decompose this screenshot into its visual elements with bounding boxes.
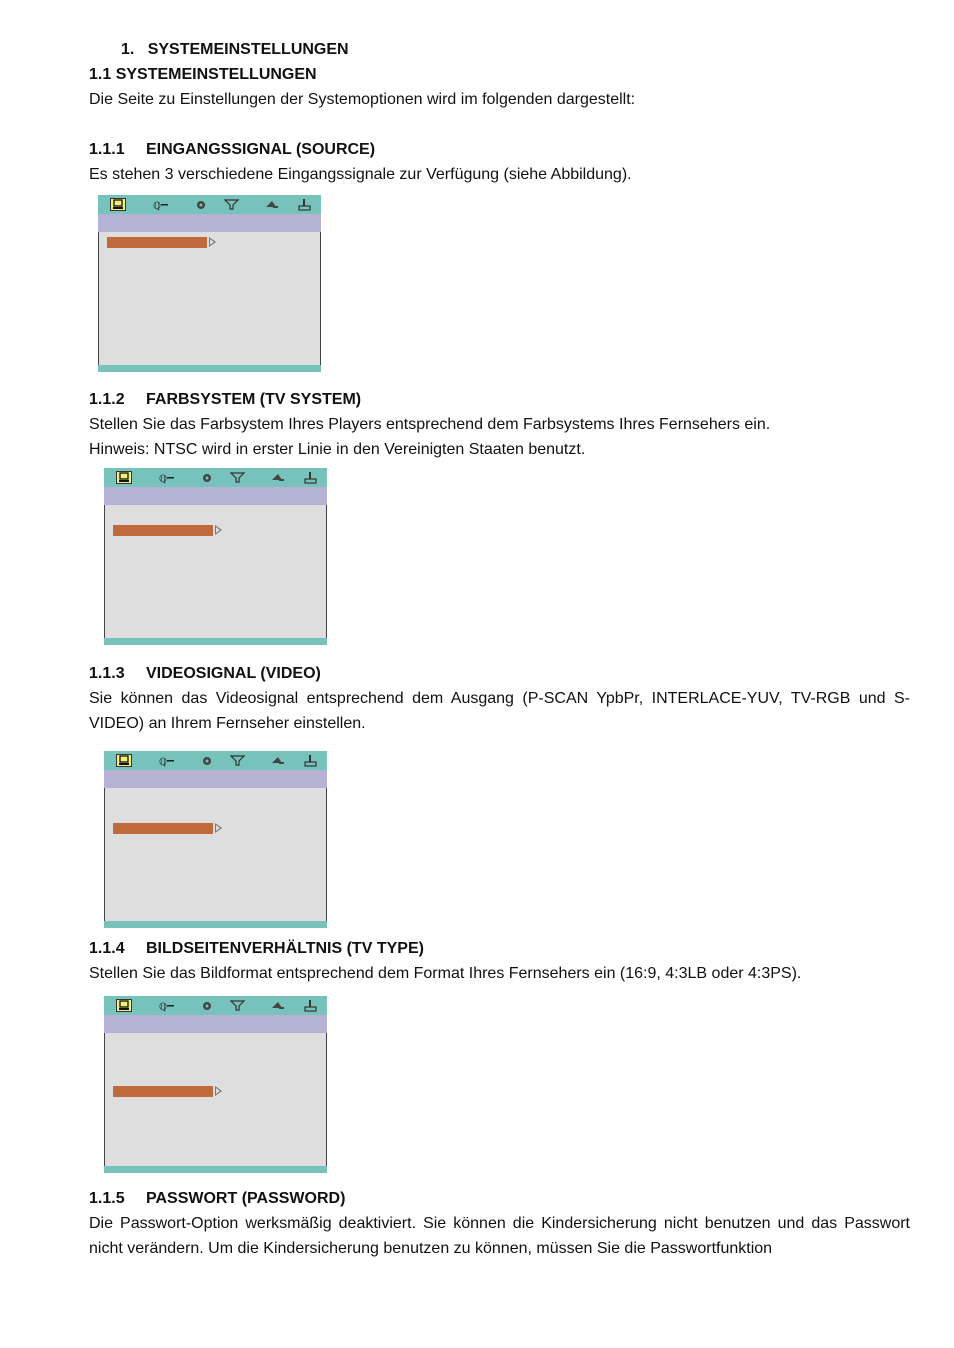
osd-menu-video bbox=[104, 751, 327, 928]
section-number: 1.1.5 bbox=[89, 1190, 125, 1207]
osd-selected-row[interactable] bbox=[113, 823, 213, 834]
speaker-icon bbox=[264, 198, 280, 211]
main-heading-title: SYSTEMEINSTELLUNGEN bbox=[147, 41, 349, 58]
osd-title-band bbox=[98, 214, 321, 232]
osd-title-band bbox=[104, 487, 327, 505]
osd-arrow-icon bbox=[209, 237, 216, 247]
section-number: 1.1.4 bbox=[89, 940, 125, 957]
language-icon bbox=[159, 999, 175, 1012]
osd-arrow-icon bbox=[215, 823, 222, 833]
language-icon bbox=[153, 198, 169, 211]
section-text: Die Passwort-Option werksmäßig deaktiviert. Sie können die Kindersicherung nicht benutzen und das Passwort nicht verändern. Um die Kindersicherung benutzen zu können, müssen Sie die Passwortfunktion bbox=[89, 1215, 910, 1257]
main-heading bbox=[121, 40, 349, 60]
svg-text:ℚ: ℚ bbox=[159, 1002, 167, 1012]
system-setup-icon bbox=[116, 471, 132, 484]
section-title: FARBSYSTEM (TV SYSTEM) bbox=[146, 391, 362, 408]
digital-icon bbox=[303, 754, 319, 767]
system-setup-icon bbox=[110, 198, 126, 211]
language-icon bbox=[159, 754, 175, 767]
video-icon bbox=[224, 198, 240, 211]
intro-text: Die Seite zu Einstellungen der Systemoptionen wird im folgenden dargestellt: bbox=[89, 91, 636, 108]
osd-title-band bbox=[104, 770, 327, 788]
osd-arrow-icon bbox=[215, 525, 222, 535]
digital-icon bbox=[297, 198, 313, 211]
section-text: Hinweis: NTSC wird in erster Linie in den Vereinigten Staaten benutzt. bbox=[89, 441, 586, 458]
osd-footer bbox=[98, 365, 321, 372]
audio-icon bbox=[194, 198, 210, 211]
section-title: BILDSEITENVERHÄLTNIS (TV TYPE) bbox=[146, 940, 424, 957]
osd-selected-row[interactable] bbox=[113, 525, 213, 536]
audio-icon bbox=[200, 754, 216, 767]
section-heading bbox=[89, 1189, 345, 1209]
section-heading bbox=[89, 390, 361, 410]
video-icon bbox=[230, 471, 246, 484]
section-title: VIDEOSIGNAL (VIDEO) bbox=[146, 665, 321, 682]
osd-selected-row[interactable] bbox=[113, 1086, 213, 1097]
section-heading bbox=[89, 664, 321, 684]
section-title: EINGANGSSIGNAL (SOURCE) bbox=[146, 141, 376, 158]
section-number: 1.1.2 bbox=[89, 391, 125, 408]
osd-menu-body bbox=[104, 1033, 327, 1166]
section-number: 1.1.3 bbox=[89, 665, 125, 682]
osd-menu-tv-type bbox=[104, 996, 327, 1173]
osd-tab-bar bbox=[104, 468, 327, 487]
digital-icon bbox=[303, 999, 319, 1012]
main-heading-number: 1. bbox=[121, 41, 135, 58]
osd-footer bbox=[104, 638, 327, 645]
osd-menu-body bbox=[104, 505, 327, 638]
digital-icon bbox=[303, 471, 319, 484]
osd-menu-source bbox=[98, 195, 321, 372]
language-icon bbox=[159, 471, 175, 484]
svg-text:ℚ: ℚ bbox=[159, 757, 167, 767]
section-text: Stellen Sie das Farbsystem Ihres Players entsprechend dem Farbsystems Ihres Fernsehers ein. bbox=[89, 416, 771, 433]
osd-footer bbox=[104, 921, 327, 928]
osd-menu-tv-system bbox=[104, 468, 327, 645]
speaker-icon bbox=[270, 754, 286, 767]
section-heading bbox=[89, 140, 375, 160]
system-setup-icon bbox=[116, 999, 132, 1012]
osd-menu-body bbox=[98, 232, 321, 365]
osd-tab-bar bbox=[98, 195, 321, 214]
section-number: 1.1.1 bbox=[89, 141, 125, 158]
section-title: PASSWORT (PASSWORD) bbox=[146, 1190, 346, 1207]
video-icon bbox=[230, 754, 246, 767]
audio-icon bbox=[200, 999, 216, 1012]
speaker-icon bbox=[270, 471, 286, 484]
osd-title-band bbox=[104, 1015, 327, 1033]
section-text: Stellen Sie das Bildformat entsprechend dem Format Ihres Fernsehers ein (16:9, 4:3LB oder 4:3PS). bbox=[89, 965, 802, 982]
osd-arrow-icon bbox=[215, 1086, 222, 1096]
section-text: Es stehen 3 verschiedene Eingangssignale zur Verfügung (siehe Abbildung). bbox=[89, 166, 632, 183]
sub-heading: 1.1 SYSTEMEINSTELLUNGEN bbox=[89, 66, 317, 83]
osd-selected-row[interactable] bbox=[107, 237, 207, 248]
audio-icon bbox=[200, 471, 216, 484]
svg-text:ℚ: ℚ bbox=[153, 201, 161, 211]
osd-footer bbox=[104, 1166, 327, 1173]
osd-tab-bar bbox=[104, 751, 327, 770]
osd-menu-body bbox=[104, 788, 327, 921]
section-text: Sie können das Videosignal entsprechend dem Ausgang (P-SCAN YpbPr, INTERLACE-YUV, TV-RGB und S-VIDEO) an Ihrem Fernseher einstellen. bbox=[89, 690, 910, 732]
osd-tab-bar bbox=[104, 996, 327, 1015]
video-icon bbox=[230, 999, 246, 1012]
section-heading bbox=[89, 939, 424, 959]
speaker-icon bbox=[270, 999, 286, 1012]
system-setup-icon bbox=[116, 754, 132, 767]
svg-text:ℚ: ℚ bbox=[159, 474, 167, 484]
